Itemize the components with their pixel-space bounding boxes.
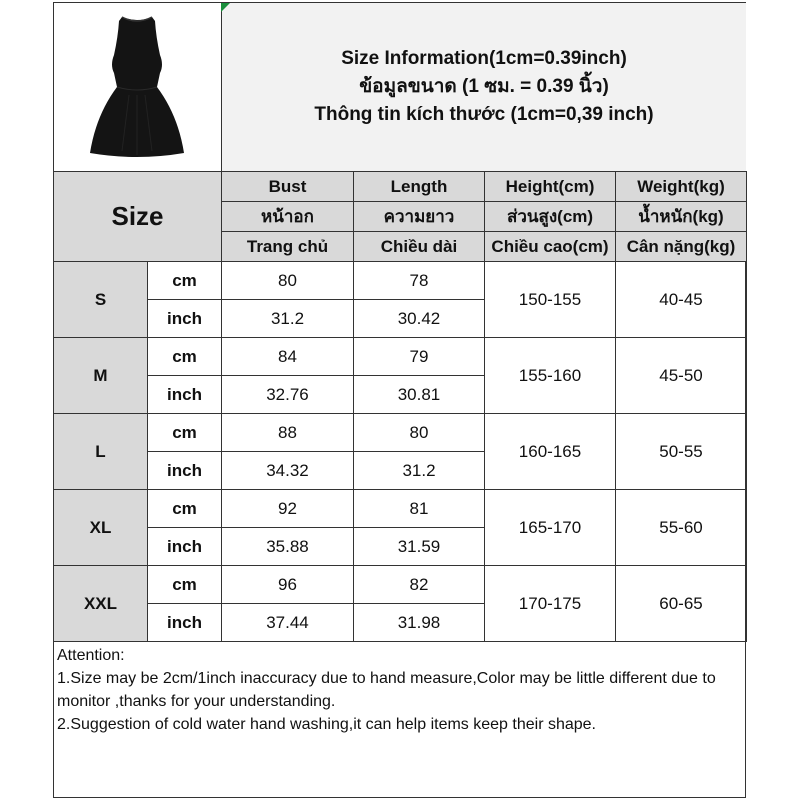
- size-label: XXL: [54, 566, 148, 642]
- length-cm: 80: [354, 414, 485, 452]
- length-inch: 30.42: [354, 300, 485, 338]
- notes-line-2: 2.Suggestion of cold water hand washing,it can help items keep their shape.: [57, 716, 596, 733]
- title-english: Size Information(1cm=0.39inch): [341, 48, 627, 69]
- bust-inch: 34.32: [222, 452, 354, 490]
- bust-inch: 37.44: [222, 604, 354, 642]
- length-inch: 31.2: [354, 452, 485, 490]
- unit-inch: inch: [148, 376, 222, 414]
- notes-heading: Attention:: [57, 647, 125, 664]
- bust-cm: 84: [222, 338, 354, 376]
- col-weight-vi: Cân nặng(kg): [616, 232, 747, 262]
- length-inch: 30.81: [354, 376, 485, 414]
- col-bust-vi: Trang chủ: [222, 232, 354, 262]
- height-range: 150-155: [485, 262, 616, 338]
- bust-inch: 31.2: [222, 300, 354, 338]
- unit-inch: inch: [148, 452, 222, 490]
- size-information-title: [221, 3, 746, 171]
- size-table: [53, 171, 747, 642]
- bust-inch: 35.88: [222, 528, 354, 566]
- size-label: XL: [54, 490, 148, 566]
- table-row: [54, 262, 747, 300]
- height-range: 170-175: [485, 566, 616, 642]
- unit-cm: cm: [148, 566, 222, 604]
- length-cm: 82: [354, 566, 485, 604]
- unit-cm: cm: [148, 490, 222, 528]
- col-length-th: ความยาว: [354, 202, 485, 232]
- weight-range: 50-55: [616, 414, 747, 490]
- unit-inch: inch: [148, 300, 222, 338]
- title-thai: ข้อมูลขนาด (1 ซม. = 0.39 นิ้ว): [359, 76, 609, 97]
- weight-range: 60-65: [616, 566, 747, 642]
- weight-range: 55-60: [616, 490, 747, 566]
- notes-line-1: 1.Size may be 2cm/1inch inaccuracy due to hand measure,Color may be little different due to monitor ,thanks for your understanding.: [57, 670, 716, 710]
- weight-range: 40-45: [616, 262, 747, 338]
- table-row: [54, 414, 747, 452]
- table-row: [54, 490, 747, 528]
- size-label: S: [54, 262, 148, 338]
- table-row: [54, 566, 747, 604]
- col-height-en: Height(cm): [485, 172, 616, 202]
- bust-cm: 80: [222, 262, 354, 300]
- col-length-en: Length: [354, 172, 485, 202]
- length-cm: 79: [354, 338, 485, 376]
- bust-cm: 88: [222, 414, 354, 452]
- length-cm: 81: [354, 490, 485, 528]
- unit-cm: cm: [148, 414, 222, 452]
- product-image: [54, 3, 220, 171]
- length-inch: 31.59: [354, 528, 485, 566]
- weight-range: 45-50: [616, 338, 747, 414]
- col-bust-en: Bust: [222, 172, 354, 202]
- col-weight-en: Weight(kg): [616, 172, 747, 202]
- unit-cm: cm: [148, 338, 222, 376]
- height-range: 165-170: [485, 490, 616, 566]
- bust-cm: 92: [222, 490, 354, 528]
- bust-inch: 32.76: [222, 376, 354, 414]
- corner-marker: [221, 3, 230, 12]
- col-height-th: ส่วนสูง(cm): [485, 202, 616, 232]
- bust-cm: 96: [222, 566, 354, 604]
- attention-notes: [54, 644, 744, 797]
- unit-inch: inch: [148, 528, 222, 566]
- col-length-vi: Chiều dài: [354, 232, 485, 262]
- size-header: Size: [54, 172, 222, 262]
- height-range: 155-160: [485, 338, 616, 414]
- col-bust-th: หน้าอก: [222, 202, 354, 232]
- size-label: M: [54, 338, 148, 414]
- length-inch: 31.98: [354, 604, 485, 642]
- dress-image: [54, 3, 220, 171]
- unit-cm: cm: [148, 262, 222, 300]
- length-cm: 78: [354, 262, 485, 300]
- col-height-vi: Chiều cao(cm): [485, 232, 616, 262]
- height-range: 160-165: [485, 414, 616, 490]
- col-weight-th: น้ำหนัก(kg): [616, 202, 747, 232]
- title-vietnamese: Thông tin kích thước (1cm=0,39 inch): [314, 104, 654, 125]
- table-row: [54, 338, 747, 376]
- size-label: L: [54, 414, 148, 490]
- unit-inch: inch: [148, 604, 222, 642]
